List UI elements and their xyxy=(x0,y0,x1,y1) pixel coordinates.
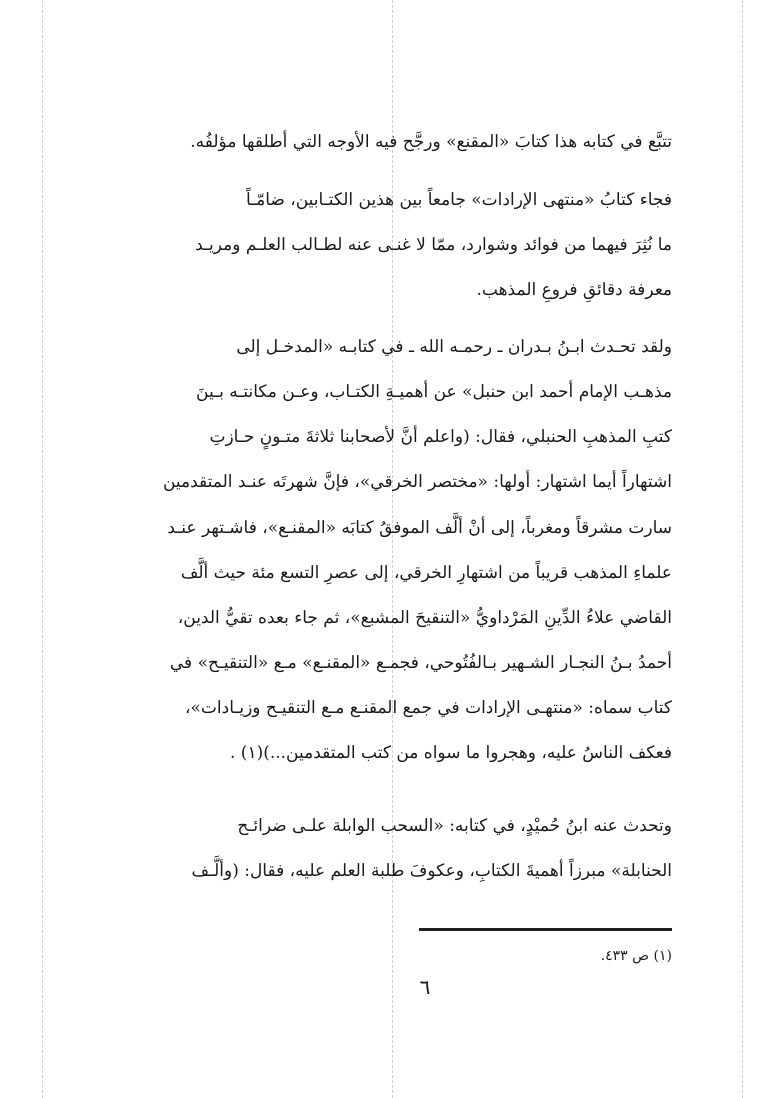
text-line: اشتهاراً أيما اشتهار: أولها: «مختصر الخرقي»، فإنَّ شهرتَه عنـد المتقدمين xyxy=(162,472,672,492)
text-line: سارت مشرقاً ومغرباً، إلى أنْ ألَّف الموفقُ كتابَه «المقنـع»، فاشـتهر عنـد xyxy=(167,518,672,538)
text-line: معرفة دقائقِ فروعِ المذهب. xyxy=(476,280,672,300)
paragraph-2 xyxy=(106,180,672,310)
margin-guide-left xyxy=(42,0,43,1098)
paragraph-3 xyxy=(106,327,672,787)
footnote-separator xyxy=(419,928,672,931)
text-line: كتاب سماه: «منتهـى الإرادات في جمع المقنـع مـع التنقيـح وزيـادات»، xyxy=(185,698,672,718)
text-line: القاضي علاءُ الدِّينِ المَرْداويُّ «التنقيحَ المشبع»، ثم جاء بعده تقيُّ الدين، xyxy=(177,608,672,628)
text-line: الحنابلة» مبرزاً أهميةَ الكتابِ، وعكوفَ طلبة العلم عليه، فقال: (وألَّـف xyxy=(191,861,672,881)
paragraph-1 xyxy=(106,122,672,162)
text-line: وتحدث عنه ابنُ حُميْدٍ، في كتابه: «السحب الوابلة علـى ضرائـح xyxy=(237,816,672,836)
text-line: ولقد تحـدث ابـنُ بـدران ـ رحمـه الله ـ في كتابـه «المدخـل إلى xyxy=(236,337,672,357)
footnote: (١) ص ٤٣٣. xyxy=(600,948,672,964)
text-line: علماءِ المذهب قريباً من اشتهارِ الخرقي، إلى عصرِ التسع مئة حيث ألَّف xyxy=(180,563,672,583)
text-line: أحمدُ بـنُ النجـار الشـهير بـالفُتُوحي، فجمـع «المقنـع» مـع «التنقيـح» في xyxy=(169,653,672,673)
page-number: ٦ xyxy=(419,975,431,999)
paragraph-4 xyxy=(106,806,672,891)
margin-guide-right xyxy=(742,0,743,1098)
text-line: ما نُثِرَ فيهما من فوائد وشوارد، ممّا لا غنـى عنه لطـالب العلـم ومريـد xyxy=(195,235,672,255)
text-line: كتبِ المذهبِ الحنبلي، فقال: (واعلم أنَّ لأصحابنا ثلاثةَ متـونٍ حـازتِ xyxy=(209,427,672,447)
text-line: فعكف الناسُ عليه، وهجروا ما سواه من كتب المتقدمين...)(١) . xyxy=(229,743,672,763)
text-line: مذهـب الإمام أحمد ابن حنبل» عن أهميـةِ الكتـاب، وعـن مكانتـه بـينَ xyxy=(196,382,672,402)
text-line: فجاء كتابُ «منتهى الإرادات» جامعاً بين هذين الكتـابين، ضامّـاً xyxy=(245,190,672,210)
text-line: تتبَّع في كتابه هذا كتابَ «المقنع» ورجَّح فيه الأوجه التي أطلقها مؤلفُه. xyxy=(190,132,672,152)
